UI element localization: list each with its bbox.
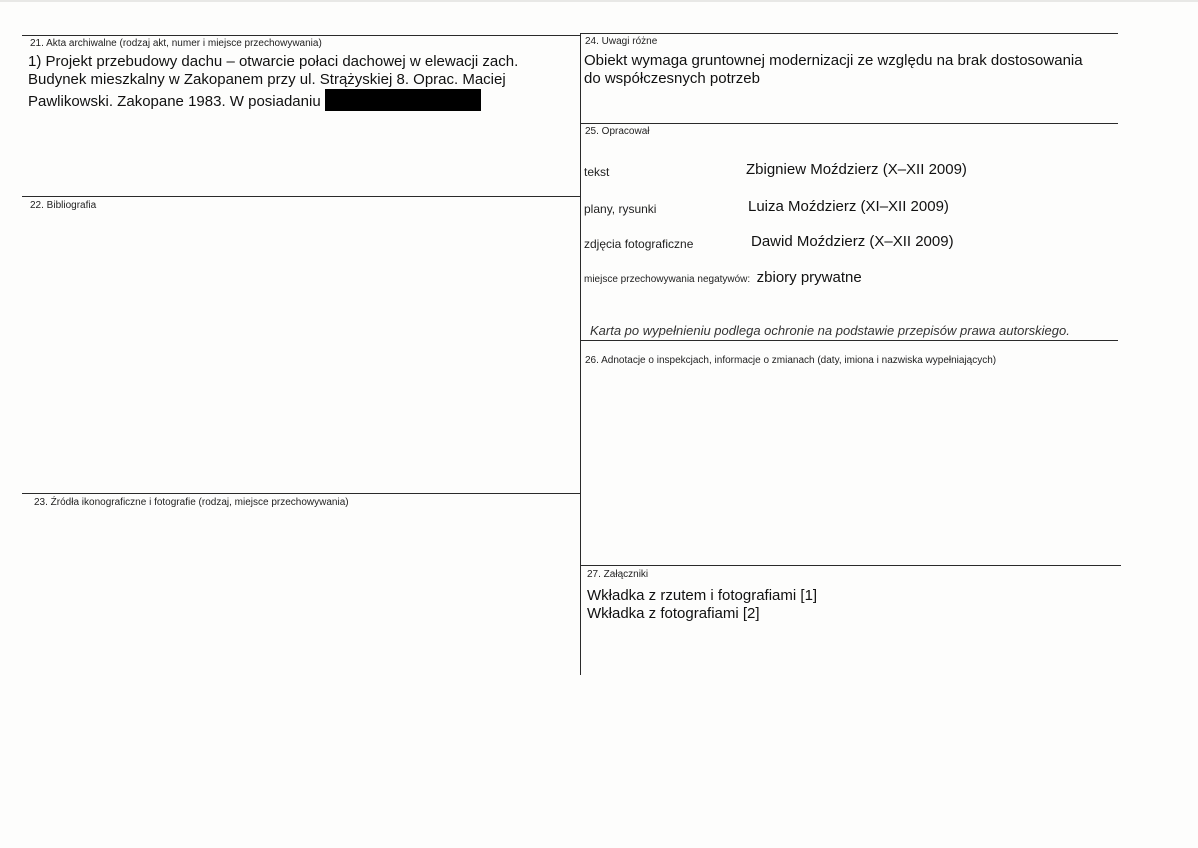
section27-label: 27. Załączniki <box>587 569 649 580</box>
rule-section26 <box>581 340 1118 341</box>
negatives-row <box>584 269 862 287</box>
section24-label: 24. Uwagi różne <box>585 36 658 47</box>
section22-label: 22. Bibliografia <box>30 200 97 211</box>
author-row-photos-value: Dawid Moździerz (X–XII 2009) <box>751 233 954 250</box>
section21-line1: 1) Projekt przebudowy dachu – otwarcie połaci dachowej w elewacji zach. <box>28 53 519 70</box>
section21-line3: Pawlikowski. Zakopane 1983. W posiadaniu <box>28 93 321 110</box>
section24-line2: do współczesnych potrzeb <box>584 70 760 87</box>
section21-line2: Budynek mieszkalny w Zakopanem przy ul. Strążyskiej 8. Oprac. Maciej <box>28 71 506 88</box>
rule-section23 <box>22 493 581 494</box>
author-row-photos-label: zdjęcia fotograficzne <box>584 237 694 251</box>
top-rule-left <box>22 35 581 36</box>
section23-label: 23. Źródła ikonograficzne i fotografie (rodzaj, miejsce przechowywania) <box>34 497 349 508</box>
column-divider <box>580 33 581 675</box>
section21-label: 21. Akta archiwalne (rodzaj akt, numer i miejsce przechowywania) <box>30 38 322 49</box>
rule-section27 <box>581 565 1121 566</box>
attachment-item: Wkładka z fotografiami [2] <box>587 605 760 622</box>
negatives-label: miejsce przechowywania negatywów: <box>584 274 751 285</box>
negatives-value: zbiory prywatne <box>756 269 862 286</box>
section21-line3-wrap <box>28 89 481 111</box>
attachment-item: Wkładka z rzutem i fotografiami [1] <box>587 587 818 604</box>
copyright-note: Karta po wypełnieniu podlega ochronie na podstawie przepisów prawa autorskiego. <box>590 323 1070 338</box>
top-rule-right <box>581 33 1118 34</box>
redaction-block <box>325 89 481 111</box>
author-row-plans-value: Luiza Moździerz (XI–XII 2009) <box>748 198 949 215</box>
rule-section25 <box>581 123 1118 124</box>
author-row-plans-label: plany, rysunki <box>584 202 657 216</box>
section25-label: 25. Opracował <box>585 126 650 137</box>
scan-edge <box>0 0 1198 2</box>
rule-section22 <box>22 196 581 197</box>
author-row-text-label: tekst <box>584 165 610 179</box>
author-row-text-value: Zbigniew Moździerz (X–XII 2009) <box>746 161 967 178</box>
section24-line1: Obiekt wymaga gruntownej modernizacji ze względu na brak dostosowania <box>584 52 1083 69</box>
section26-label: 26. Adnotacje o inspekcjach, informacje o zmianach (daty, imiona i nazwiska wypełniających) <box>585 355 997 366</box>
